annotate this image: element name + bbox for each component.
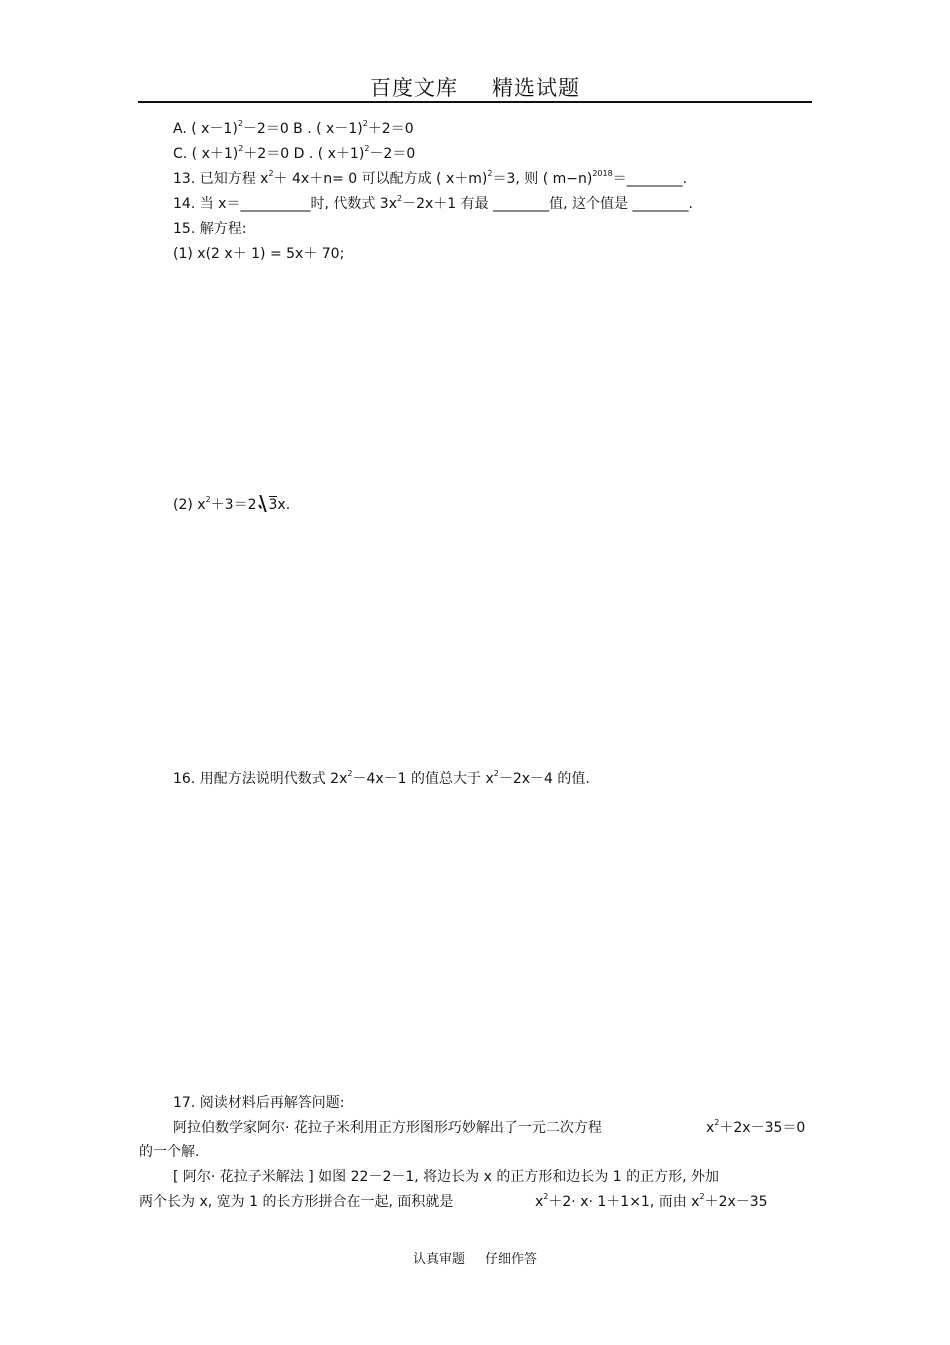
reading-line-1-equation: $x^2+2x-35=0$ bbox=[706, 1118, 806, 1136]
reading-line-1: 阿拉伯数学家阿尔· 花拉子米利用正方形图形巧妙解出了一元二次方程 bbox=[173, 1120, 602, 1136]
question-17: 17. 阅读材料后再解答问题: bbox=[173, 1095, 345, 1111]
reading-line-3: [ 阿尔· 花拉子米解法 ] 如图 22－2－1, 将边长为 x 的正方形和边长为 1 的正方形, 外加 bbox=[173, 1169, 720, 1185]
reading-line-4: 两个长为 x, 宽为 1 的长方形拼合在一起, 面积就是 bbox=[139, 1194, 454, 1210]
question-15-part-2: (2) $x^2+3=2$ 3x. bbox=[173, 495, 291, 513]
question-15: 15. 解方程: bbox=[173, 221, 247, 237]
footer-left: 认真审题 bbox=[412, 1252, 465, 1267]
page-footer bbox=[0, 1248, 950, 1267]
page-header bbox=[0, 72, 950, 102]
option-line-cd: C. ( x＋1)$^2$＋2＝0 D . ( x＋1)$^2$－2＝0 bbox=[173, 144, 416, 162]
header-left: 百度文库 bbox=[370, 76, 458, 100]
option-line-ab: A. ( x－1)$^2$－2＝0 B . ( x－1)$^2$＋2＝0 bbox=[173, 119, 414, 137]
footer-right: 仔细作答 bbox=[485, 1252, 538, 1267]
reading-line-4-expression: $x^2+2\cdot x\cdot 1+1\times 1$, 而由 $x^2+2x-35$ bbox=[535, 1192, 768, 1210]
question-16: 16. 用配方法说明代数式 $2x^2-4x-1$ 的值总大于 $x^2-2x-4$ 的值. bbox=[173, 769, 590, 787]
header-right: 精选试题 bbox=[492, 76, 580, 100]
question-15-part-1: (1) x(2 x＋ 1) = 5x＋ 70; bbox=[173, 246, 345, 262]
question-13: 13. 已知方程 $x^2+ 4x+n= 0$ 可以配方成 ( x＋m)$^2$＝3, 则 ( m−n)$^{2018}$＝________. bbox=[173, 169, 688, 187]
question-14: 14. 当 x＝__________时, 代数式 $3x^2-2x+1$ 有最 ________值, 这个值是 ________. bbox=[173, 194, 693, 212]
sqrt-symbol: 3 bbox=[259, 496, 278, 514]
header-rule bbox=[138, 101, 812, 103]
reading-line-2: 的一个解. bbox=[139, 1144, 200, 1160]
